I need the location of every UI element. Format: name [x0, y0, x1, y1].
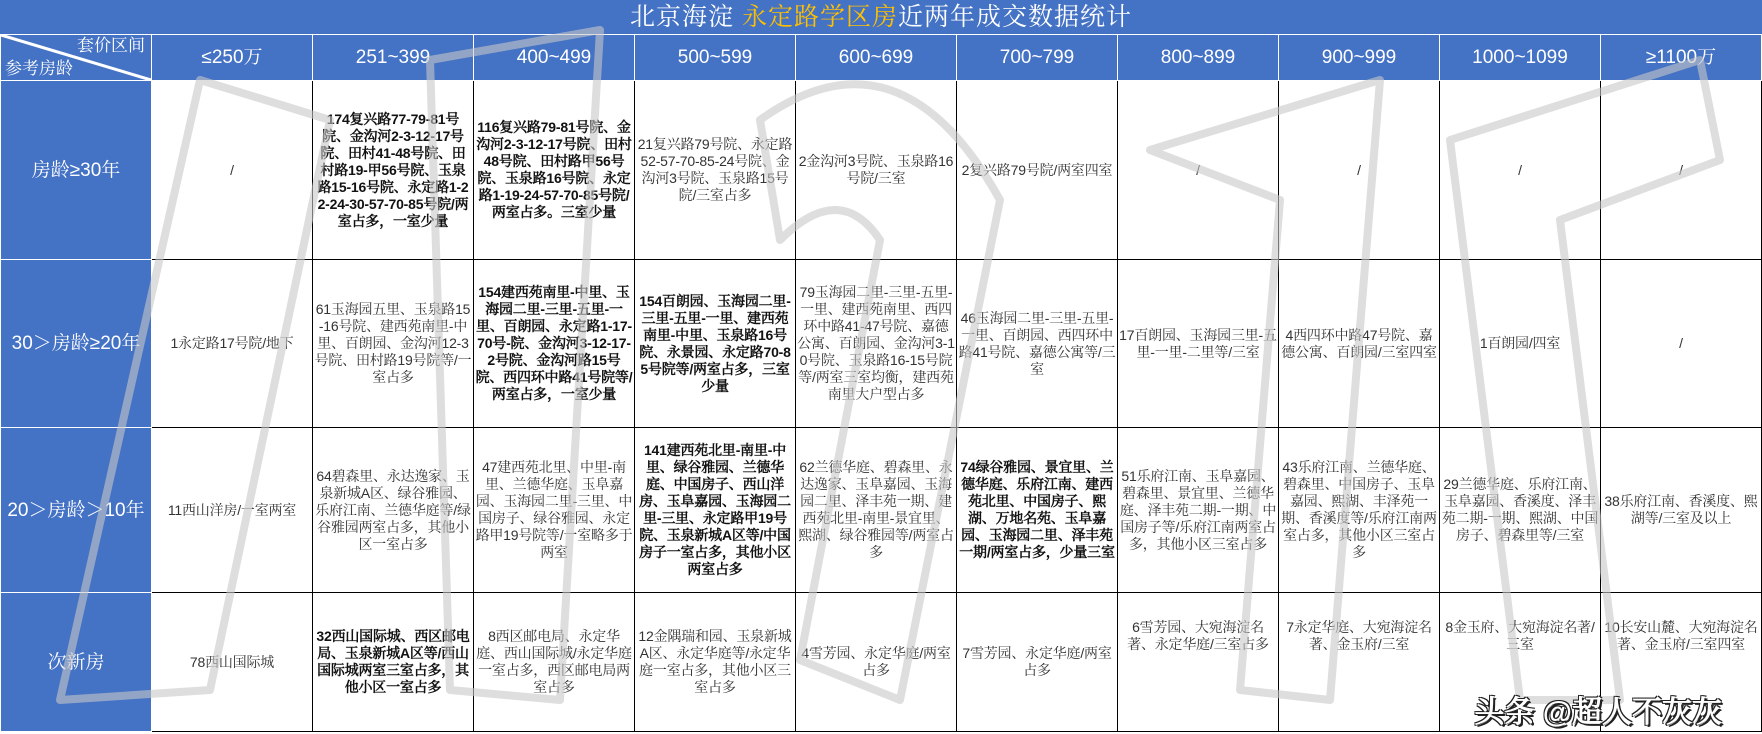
table-row — [1, 428, 1762, 593]
column-header: 600~699 — [796, 35, 957, 81]
table-cell: 116复兴路79-81号院、金沟河2-3-12-17号院、田村48号院、田村路甲56号院、玉泉路16号院、永定路1-19-24-57-70-85号院/两室占多。三室少量 — [474, 81, 635, 260]
column-header: 700~799 — [957, 35, 1118, 81]
corner-header-cell — [1, 35, 152, 81]
title-suffix: 近两年成交数据统计 — [897, 3, 1132, 31]
table-cell: 11西山洋房/一室两室 — [152, 428, 313, 593]
table-cell: 12金隅瑞和园、玉泉新城A区、永定华庭等/永定华庭一室占多，其他小区三室占多 — [635, 593, 796, 732]
table-cell: 4雪芳园、永定华庭/两室占多 — [796, 593, 957, 732]
table-cell: / — [1118, 81, 1279, 260]
table-cell: 8金玉府、大宛海淀名著/三室 — [1440, 593, 1601, 732]
row-label-house-age: 30＞房龄≥20年 — [1, 260, 152, 428]
table-cell: 154建西苑南里-中里、玉海园二里-三里-五里-一里、百朗园、永定路1-17-70号-院、金沟河3-12-17-2号院、金沟河路15号院、西四环中路41号院等/两室占多，一室少量 — [474, 260, 635, 428]
table-cell: 8西区邮电局、永定华庭、西山国际城/永定华庭一室占多，西区邮电局两室占多 — [474, 593, 635, 732]
column-header: 251~399 — [313, 35, 474, 81]
table-cell: 78西山国际城 — [152, 593, 313, 732]
table-row — [1, 260, 1762, 428]
table-cell: 61玉海园五里、玉泉路15-16号院、建西苑南里-中里、百朗园、金沟河12-3号院、田村路19号院等/一室占多 — [313, 260, 474, 428]
row-label-house-age: 20＞房龄＞10年 — [1, 428, 152, 593]
column-header: 400~499 — [474, 35, 635, 81]
table-row — [1, 81, 1762, 260]
column-header: 800~899 — [1118, 35, 1279, 81]
row-label-house-age: 房龄≥30年 — [1, 81, 152, 260]
table-cell: 74绿谷雅园、景宜里、兰德华庭、乐府江南、建西苑北里、中国房子、熙湖、万地名苑、玉阜嘉园、玉海园二里、泽丰苑一期/两室占多，少量三室 — [957, 428, 1118, 593]
house-age-label: 参考房龄 — [5, 59, 73, 78]
table-cell: 174复兴路77-79-81号院、金沟河2-3-12-17号院、田村41-48号院、田村路19-甲56号院、玉泉路15-16号院、永定路1-22-24-30-57-70-85号院/两室占多，一室少量 — [313, 81, 474, 260]
table-cell: 46玉海园二里-三里-五里-一里、百朗园、西四环中路41号院、嘉德公寓等/三室 — [957, 260, 1118, 428]
column-header: ≤250万 — [152, 35, 313, 81]
table-cell: 43乐府江南、兰德华庭、碧森里、中国房子、玉阜嘉园、熙湖、丰泽苑一期、香溪度等/乐府江南两室占多，其他小区三室占多 — [1279, 428, 1440, 593]
table-cell: 32西山国际城、西区邮电局、玉泉新城A区等/西山国际城两室三室占多，其他小区一室占多 — [313, 593, 474, 732]
table-cell: 17百朗园、玉海园三里-五里-一里-二里等/三室 — [1118, 260, 1279, 428]
table-cell: 7雪芳园、永定华庭/两室占多 — [957, 593, 1118, 732]
table-cell: 7永定华庭、大宛海淀名著、金玉府/三室 — [1279, 593, 1440, 732]
table-cell: 62兰德华庭、碧森里、永达逸家、玉阜嘉园、玉海园二里、泽丰苑一期、建西苑北里-南里-景宜里、熙湖、绿谷雅园等/两室占多 — [796, 428, 957, 593]
column-header: 1000~1099 — [1440, 35, 1601, 81]
table-cell: 29兰德华庭、乐府江南、玉阜嘉园、香溪度、泽丰苑二期-一期、熙湖、中国房子、碧森里等/三室 — [1440, 428, 1601, 593]
table-cell: 1百朗园/四室 — [1440, 260, 1601, 428]
table-cell: / — [1440, 81, 1601, 260]
table-cell: 10长安山麓、大宛海淀名著、金玉府/三室四室 — [1601, 593, 1762, 732]
table-cell: 141建西苑北里-南里-中里、绿谷雅园、兰德华庭、中国房子、西山洋房、玉阜嘉园、玉海园二里-三里、永定路甲19号院、玉泉新城A区等/中国房子一室占多，其他小区两室占多 — [635, 428, 796, 593]
transaction-stats-table — [0, 34, 1762, 732]
title-highlight: 永定路学区房 — [741, 3, 898, 31]
table-row — [1, 593, 1762, 732]
table-cell: 2复兴路79号院/两室四室 — [957, 81, 1118, 260]
table-cell: 4西四环中路47号院、嘉德公寓、百朗园/三室四室 — [1279, 260, 1440, 428]
table-cell: 154百朗园、玉海园二里-三里-五里-一里、建西苑南里-中里、玉泉路16号院、永景园、永定路70-85号院等/两室占多，三室少量 — [635, 260, 796, 428]
title-prefix: 北京海淀 — [630, 3, 742, 31]
table-cell: / — [152, 81, 313, 260]
table-cell: 2金沟河3号院、玉泉路16号院/三室 — [796, 81, 957, 260]
table-cell: 51乐府江南、玉阜嘉园、碧森里、景宜里、兰德华庭、泽丰苑二期-一期、中国房子等/乐府江南两室占多，其他小区三室占多 — [1118, 428, 1279, 593]
table-cell: 6雪芳园、大宛海淀名著、永定华庭/三室占多 — [1118, 593, 1279, 732]
table-cell: / — [1601, 81, 1762, 260]
table-cell: 1永定路17号院/地下 — [152, 260, 313, 428]
row-label-house-age: 次新房 — [1, 593, 152, 732]
table-cell: / — [1279, 81, 1440, 260]
table-cell: 64碧森里、永达逸家、玉泉新城A区、绿谷雅园、乐府江南、兰德华庭等/绿谷雅园两室占多，其他小区一室占多 — [313, 428, 474, 593]
column-header: ≥1100万 — [1601, 35, 1762, 81]
column-header: 900~999 — [1279, 35, 1440, 81]
table-cell: 79玉海园二里-三里-五里-一里、建西苑南里、西四环中路41-47号院、嘉德公寓、百朗园、金沟河3-10号院、玉泉路16-15号院等/两室三室均衡，建西苑南里大户型占多 — [796, 260, 957, 428]
price-range-label: 套价区间 — [77, 36, 145, 55]
header-row — [1, 35, 1762, 81]
table-cell: 47建西苑北里、中里-南里、兰德华庭、玉阜嘉园、玉海园二里-三里、中国房子、绿谷雅园、永定路甲19号院等/一室略多于两室 — [474, 428, 635, 593]
brand-watermark: 头条 @超人不灰灰 — [1474, 696, 1722, 729]
page-title — [0, 0, 1762, 34]
column-header: 500~599 — [635, 35, 796, 81]
table-cell: / — [1601, 260, 1762, 428]
table-cell: 38乐府江南、香溪度、熙湖等/三室及以上 — [1601, 428, 1762, 593]
table-cell: 21复兴路79号院、永定路52-57-70-85-24号院、金沟河3号院、玉泉路15号院/三室占多 — [635, 81, 796, 260]
